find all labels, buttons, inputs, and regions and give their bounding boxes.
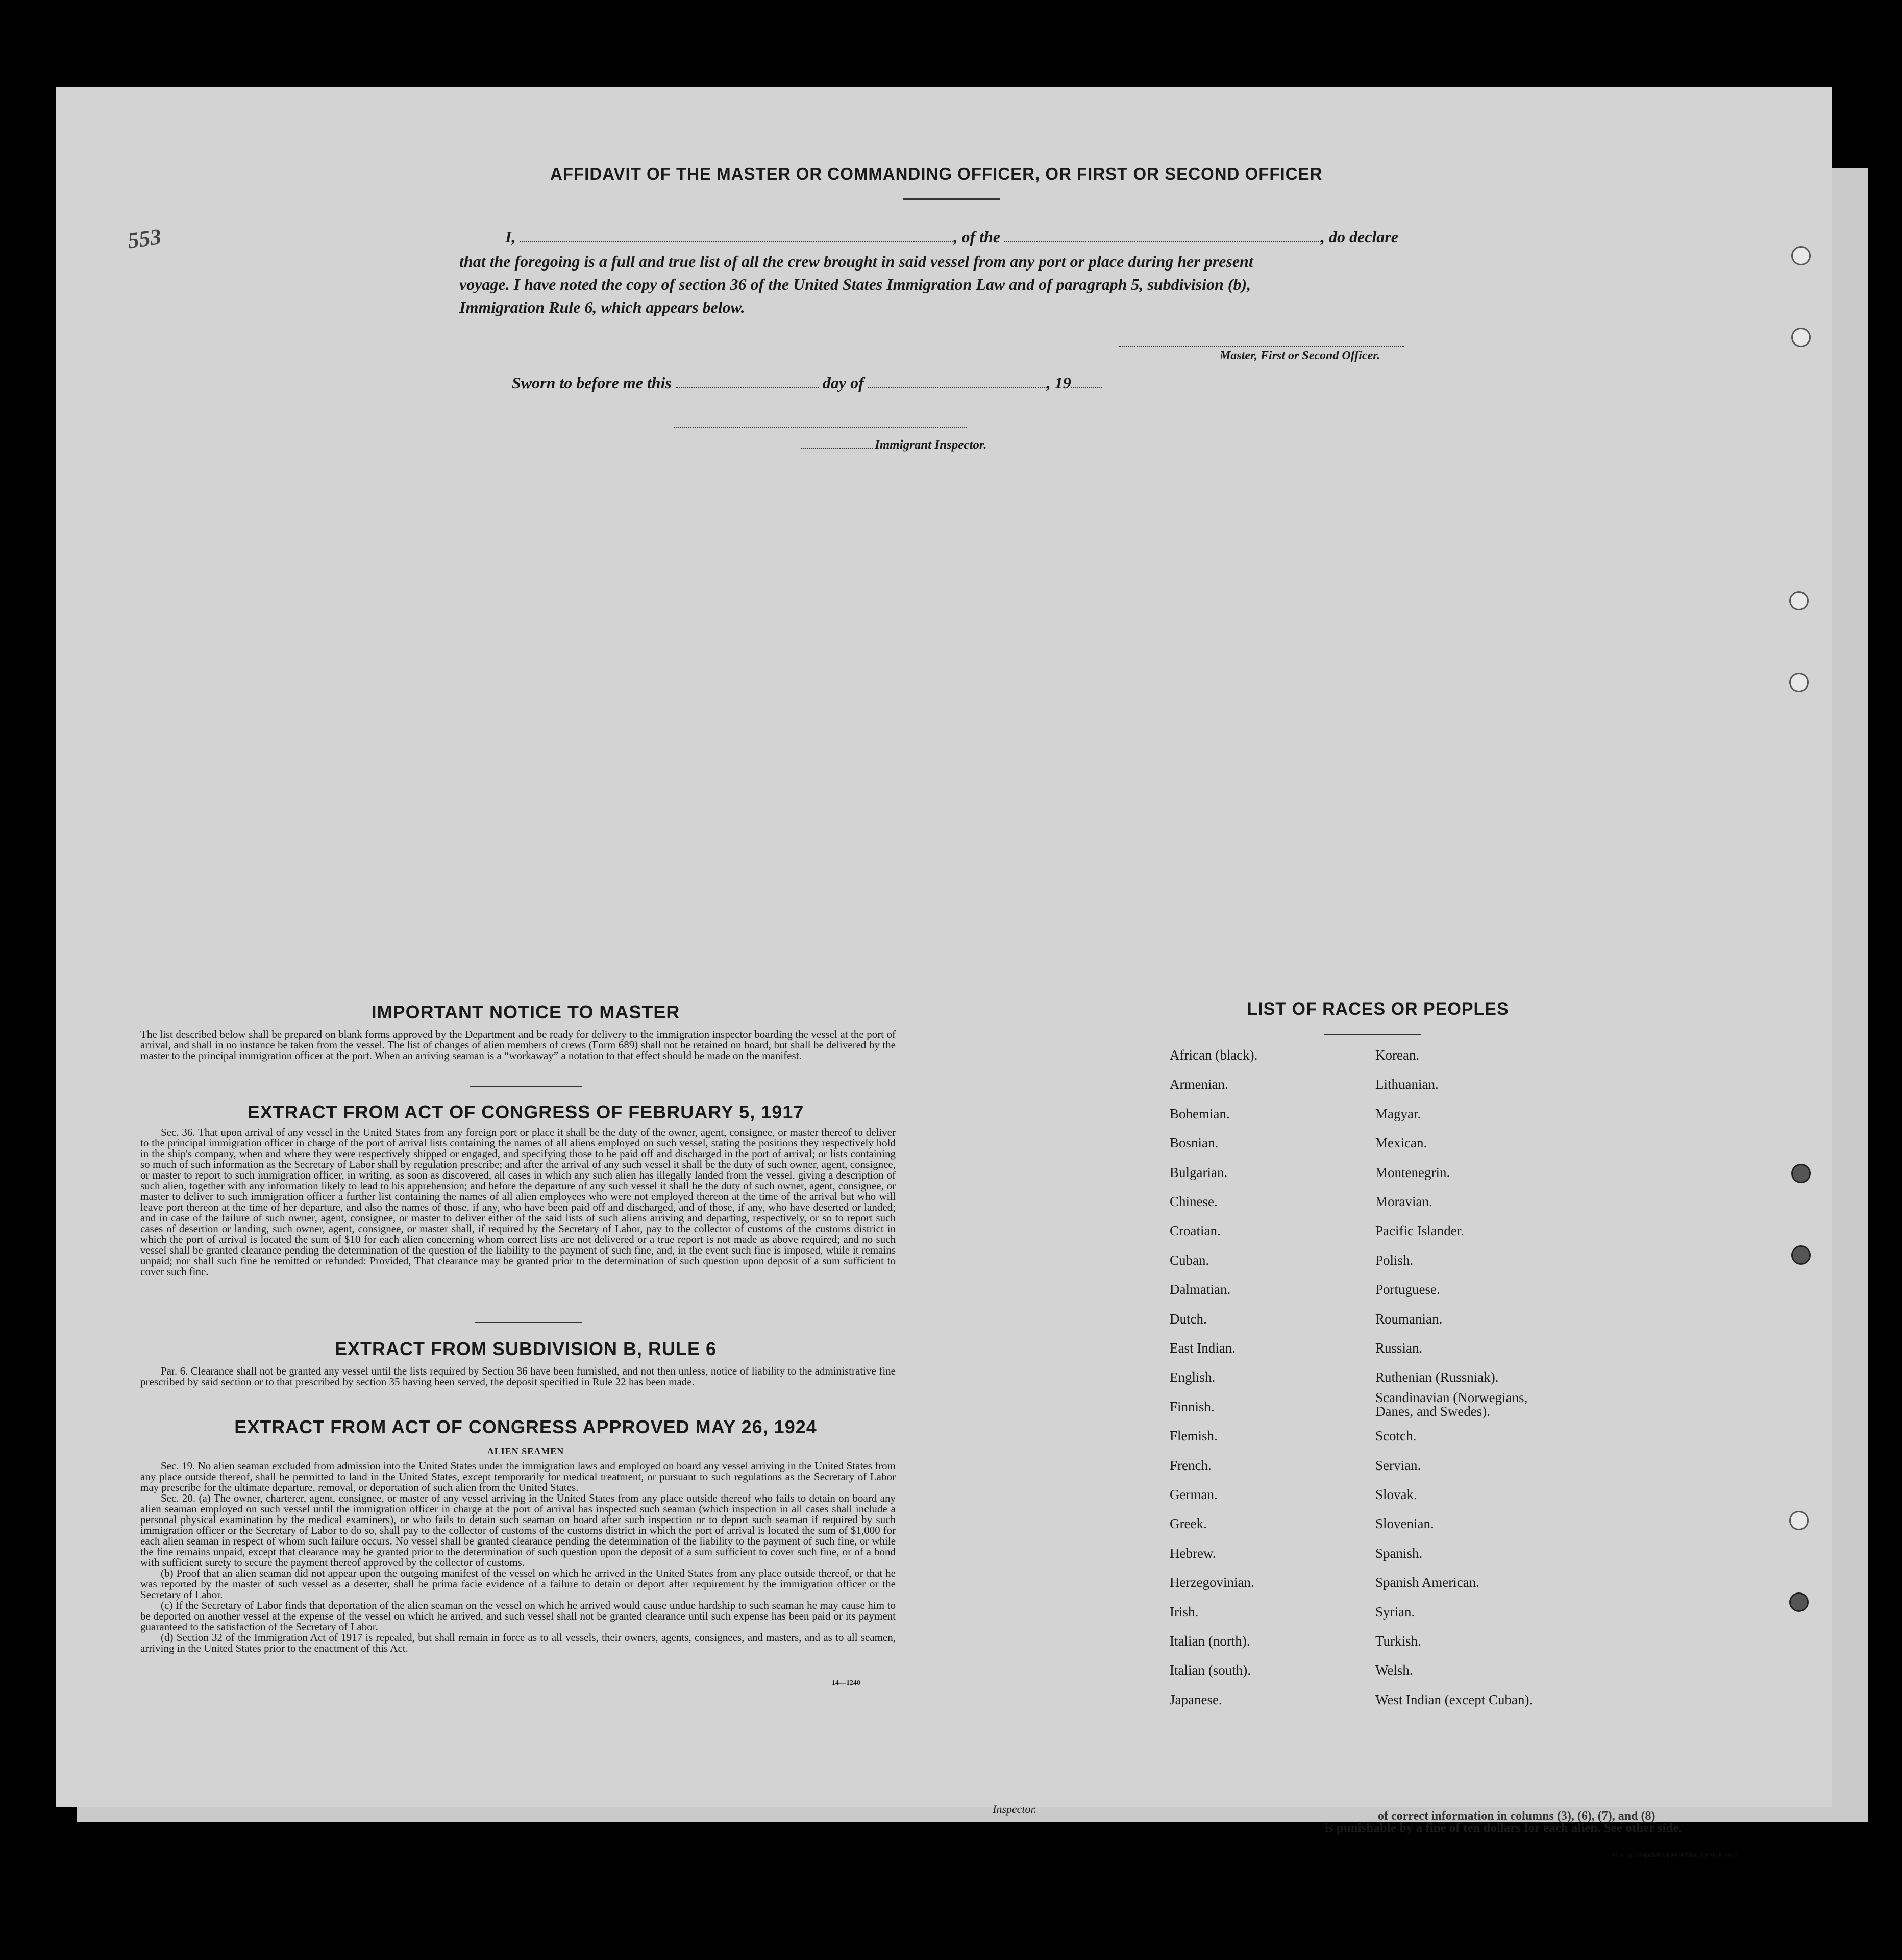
binder-hole: [1789, 591, 1809, 610]
binder-hole: [1789, 1511, 1809, 1530]
paragraph: (c) If the Secretary of Labor finds that deportation of the alien seaman on the vessel on which he arrived would cause undue hardship to such seaman he may cause him to be deported on another vessel at the expense of the vessel on which he arrived, and such vessel shall not be granted clearance until such expense has been paid or its payment guaranteed to the satisfaction of the Secretary of Labor.: [140, 1599, 896, 1633]
paragraph: Sec. 19. No alien seaman excluded from admission into the United States under the immigration laws and employed on board any vessel arriving in the United States from any place outside thereof, shall be permitted to land in the United States, except temporarily for medical treatment, or pursuant to such regulations as the Secretary of Labor may prescribe for the ultimate departure, removal, or deportation of such alien from the United States.: [140, 1460, 896, 1493]
paragraph: (b) Proof that an alien seaman did not appear upon the outgoing manifest of the vessel on which he arrived in the United States from any place outside thereof, or that he was reported by the master of such vessel as a deserter, shall be prima facie evidence of a failure to detain or deport after requirement by the immigration officer or the Secretary of Labor.: [140, 1567, 896, 1601]
i-word: I,: [505, 228, 516, 246]
race-item: Roumanian.: [1375, 1311, 1443, 1327]
race-item: Armenian.: [1170, 1076, 1228, 1092]
underlying-line-2: is punishable by a fine of ten dollars for each alien. See other side.: [1325, 1821, 1682, 1835]
binder-hole: [1791, 1164, 1811, 1183]
vessel-blank[interactable]: [1004, 241, 1321, 242]
race-item: Servian.: [1375, 1457, 1421, 1473]
race-item: Herzegovinian.: [1170, 1575, 1254, 1590]
race-item: Mexican.: [1375, 1135, 1427, 1151]
race-item: Scandinavian (Norwegians, Danes, and Swedes).: [1375, 1389, 1528, 1419]
binder-hole: [1791, 328, 1811, 347]
binder-hole: [1791, 1245, 1811, 1265]
sworn-line: [512, 371, 1102, 395]
race-item: West Indian (except Cuban).: [1375, 1692, 1533, 1707]
race-item: Pacific Islander.: [1375, 1223, 1464, 1239]
binder-hole: [1791, 246, 1811, 265]
month-blank[interactable]: [868, 387, 1047, 388]
underlying-inspector-fragment: Inspector.: [993, 1803, 1037, 1816]
inspector-dots: [801, 447, 873, 449]
race-item: Japanese.: [1170, 1692, 1222, 1707]
signature-label: Master, First or Second Officer.: [1220, 349, 1380, 362]
race-item: Russian.: [1375, 1340, 1423, 1356]
year-prefix: , 19: [1046, 374, 1071, 392]
notice-title: IMPORTANT NOTICE TO MASTER: [371, 1001, 680, 1022]
race-item: Bohemian.: [1170, 1106, 1230, 1121]
year-blank[interactable]: [1071, 387, 1102, 388]
inspector-line: [801, 438, 987, 452]
extract-rule6-title: EXTRACT FROM SUBDIVISION B, RULE 6: [334, 1338, 717, 1359]
races-title: LIST OF RACES OR PEOPLES: [1247, 999, 1509, 1019]
race-item: Portuguese.: [1375, 1282, 1440, 1297]
notice-text: The list described below shall be prepared on blank forms approved by the Department and be ready for delivery to the immigration inspector boarding the vessel at the port of arrival, and shall in no instance be taken from the vessel. The list of changes of alien members of crews (Form 689) shall not be retained on board, but shall be delivered by the master to the principal immigration officer at the port. When an arriving seaman is a “workaway” a notation to that effect should be made on the manifest.: [140, 1028, 896, 1062]
race-item: Irish.: [1170, 1604, 1199, 1620]
race-item: Lithuanian.: [1375, 1076, 1439, 1092]
race-item: Turkish.: [1375, 1633, 1421, 1649]
race-item: Italian (south).: [1170, 1662, 1251, 1678]
race-item: Polish.: [1375, 1252, 1414, 1268]
race-item: Welsh.: [1375, 1662, 1413, 1678]
printer-mark: U. S. GOVERNMENT PRINTING OFFICE: 1923: [1613, 1852, 1738, 1859]
sworn-prefix: Sworn to before me this: [512, 374, 672, 392]
extract-rule6-text: Par. 6. Clearance shall not be granted any vessel until the lists required by Section 36 have been furnished, and not then unless, notice of liability to the administrative fine prescribed by said section or to that prescribed by section 35 having been served, the deposit specified in Rule 22 has been made.: [140, 1365, 896, 1388]
race-item: Moravian.: [1375, 1194, 1432, 1209]
name-blank[interactable]: [520, 241, 953, 242]
affidavit-line-2: that the foregoing is a full and true list of all the crew brought in said vessel from any port or place during her present: [459, 252, 1253, 271]
divider-rule: [475, 1322, 582, 1323]
underlying-line-1: of correct information in columns (3), (6), (7), and (8): [1378, 1809, 1656, 1823]
race-item: Chinese.: [1170, 1194, 1218, 1209]
race-item: Cuban.: [1170, 1252, 1209, 1268]
race-item: Dalmatian.: [1170, 1282, 1231, 1297]
race-item: Magyar.: [1375, 1106, 1421, 1121]
race-item: Finnish.: [1170, 1399, 1215, 1414]
race-item: African (black).: [1170, 1047, 1258, 1063]
day-of-text: day of: [822, 374, 864, 392]
race-item: Slovenian.: [1375, 1516, 1434, 1532]
affidavit-line-4: Immigration Rule 6, which appears below.: [459, 298, 745, 316]
extract-1917-title: EXTRACT FROM ACT OF CONGRESS OF FEBRUARY 5, 1917: [247, 1101, 804, 1122]
affidavit-line-3: voyage. I have noted the copy of section 36 of the United States Immigration Law and of paragraph 5, subdivision (b),: [459, 275, 1251, 293]
race-item: English.: [1170, 1369, 1216, 1385]
race-item: Scotch.: [1375, 1428, 1417, 1444]
paragraph: (d) Section 32 of the Immigration Act of 1917 is repealed, but shall remain in force as to all vessels, their owners, agents, consignees, and masters, and as to all seamen, arriving in the United States prior to the enactment of this Act.: [140, 1631, 896, 1654]
do-declare-text: , do declare: [1321, 228, 1398, 246]
extract-1924-paragraphs: [140, 1461, 896, 1654]
race-item: Bosnian.: [1170, 1135, 1219, 1151]
race-item: Ruthenian (Russniak).: [1375, 1369, 1499, 1385]
binder-hole: [1789, 1592, 1809, 1612]
race-item: Dutch.: [1170, 1311, 1207, 1327]
race-item: Italian (north).: [1170, 1633, 1250, 1649]
affidavit-line-1: [505, 225, 1398, 249]
extract-1924-title: EXTRACT FROM ACT OF CONGRESS APPROVED MAY 26, 1924: [234, 1416, 817, 1437]
race-item: Bulgarian.: [1170, 1164, 1228, 1180]
race-item: Spanish American.: [1375, 1575, 1479, 1590]
margin-note: 553: [126, 224, 163, 254]
title-rule: [903, 198, 1000, 200]
race-item: Syrian.: [1375, 1604, 1415, 1620]
race-item: East Indian.: [1170, 1340, 1236, 1356]
affidavit-title: AFFIDAVIT OF THE MASTER OR COMMANDING OFFICER, OR FIRST OR SECOND OFFICER: [550, 164, 1323, 183]
race-item: Croatian.: [1170, 1223, 1221, 1239]
form-number: 14—1240: [832, 1679, 860, 1687]
extract-1917-text: Sec. 36. That upon arrival of any vessel in the United States from any foreign port or place it shall be the duty of the owner, agent, consignee, or master thereof to deliver to the principal immigration officer in charge of the port of arrival lists containing the names of all aliens employed on such vessel, stating the positions they respectively hold in the ship's company, when and where they were respectively shipped or engaged, and specifying those to be paid off and discharged in the port of arrival; or lists containing so much of such information as the Secretary of Labor shall by regulation prescribe; and after the arrival of any such vessel it shall be the duty of such owner, agent, consignee, or master to report to such immigration officer, in writing, as soon as discovered, all cases in which any such alien has illegally landed from the vessel, giving a description of such alien, together with any information likely to lead to his apprehension; and before the departure of any such vessel it shall be the duty of such owner, agent, consignee, or master to deliver to such immigration officer a further list containing the names of all alien employees who were not employed thereon at the time of the arrival but who will leave port thereon at the time of her departure, and also the names of those, if any, who have been paid off and discharged, and of those, if any, who have deserted or landed; and in case of the failure of such owner, agent, consignee, or master to deliver either of the said lists of such aliens arriving and departing, respectively, or so to report such cases of desertion or landing, such owner, agent, consignee, or master shall, if required by the Secretary of Labor, pay to the collector of customs of the customs district in which the port of arrival is located the sum of $10 for each alien concerning whom correct lists are not delivered or a true report is not made as above required; and no such vessel shall be granted clearance pending the determination of the question of the liability to the payment of such fine, and, in the event such fine is imposed, while it remains unpaid; nor shall such fine be remitted or refunded: Provided, That clearance may be granted prior to the determination of such question upon deposit of a sum sufficient to cover such fine.: [140, 1126, 896, 1278]
race-item: Slovak.: [1375, 1487, 1417, 1502]
signature-blank[interactable]: [1119, 346, 1404, 347]
race-item: Montenegrin.: [1375, 1164, 1450, 1180]
races-title-rule: [1324, 1034, 1421, 1035]
race-item: Korean.: [1375, 1047, 1420, 1063]
race-item: Flemish.: [1170, 1428, 1218, 1444]
inspector-label: Immigrant Inspector.: [875, 438, 987, 452]
paragraph: Sec. 20. (a) The owner, charterer, agent, consignee, or master of any vessel arriving in the United States from any place outside thereof who fails to detain on board any alien seaman employed on such vessel until the immigration officer in charge at the port of arrival has inspected such seaman (which inspection in all cases shall include a personal physical examination by the medical examiners), or who fails to detain such seaman on board after such inspection or to deport such seaman if required by such immigration officer or the Secretary of Labor to do so, shall pay to the collector of customs of the customs district in which the port of arrival is located the sum of $1,000 for each alien seaman in respect of whom such failure occurs. No vessel shall be granted clearance pending the determination of the liability to the payment of such fine, or while the fine remains unpaid, except that clearance may be granted prior to the determination of such question upon the deposit of a sum sufficient to cover such fine, or of a bond with sufficient surety to secure the payment thereof approved by the collector of customs.: [140, 1492, 896, 1569]
race-item: French.: [1170, 1457, 1212, 1473]
inspector-signature-blank[interactable]: [674, 427, 967, 428]
of-the-text: , of the: [953, 228, 1000, 246]
race-item: German.: [1170, 1487, 1218, 1502]
race-item: Hebrew.: [1170, 1545, 1216, 1561]
race-item: Spanish.: [1375, 1545, 1423, 1561]
race-item: Greek.: [1170, 1516, 1207, 1532]
day-blank[interactable]: [676, 387, 819, 388]
alien-seamen-subtitle: ALIEN SEAMEN: [487, 1446, 564, 1456]
binder-hole: [1789, 673, 1809, 692]
divider-rule: [470, 1086, 582, 1087]
